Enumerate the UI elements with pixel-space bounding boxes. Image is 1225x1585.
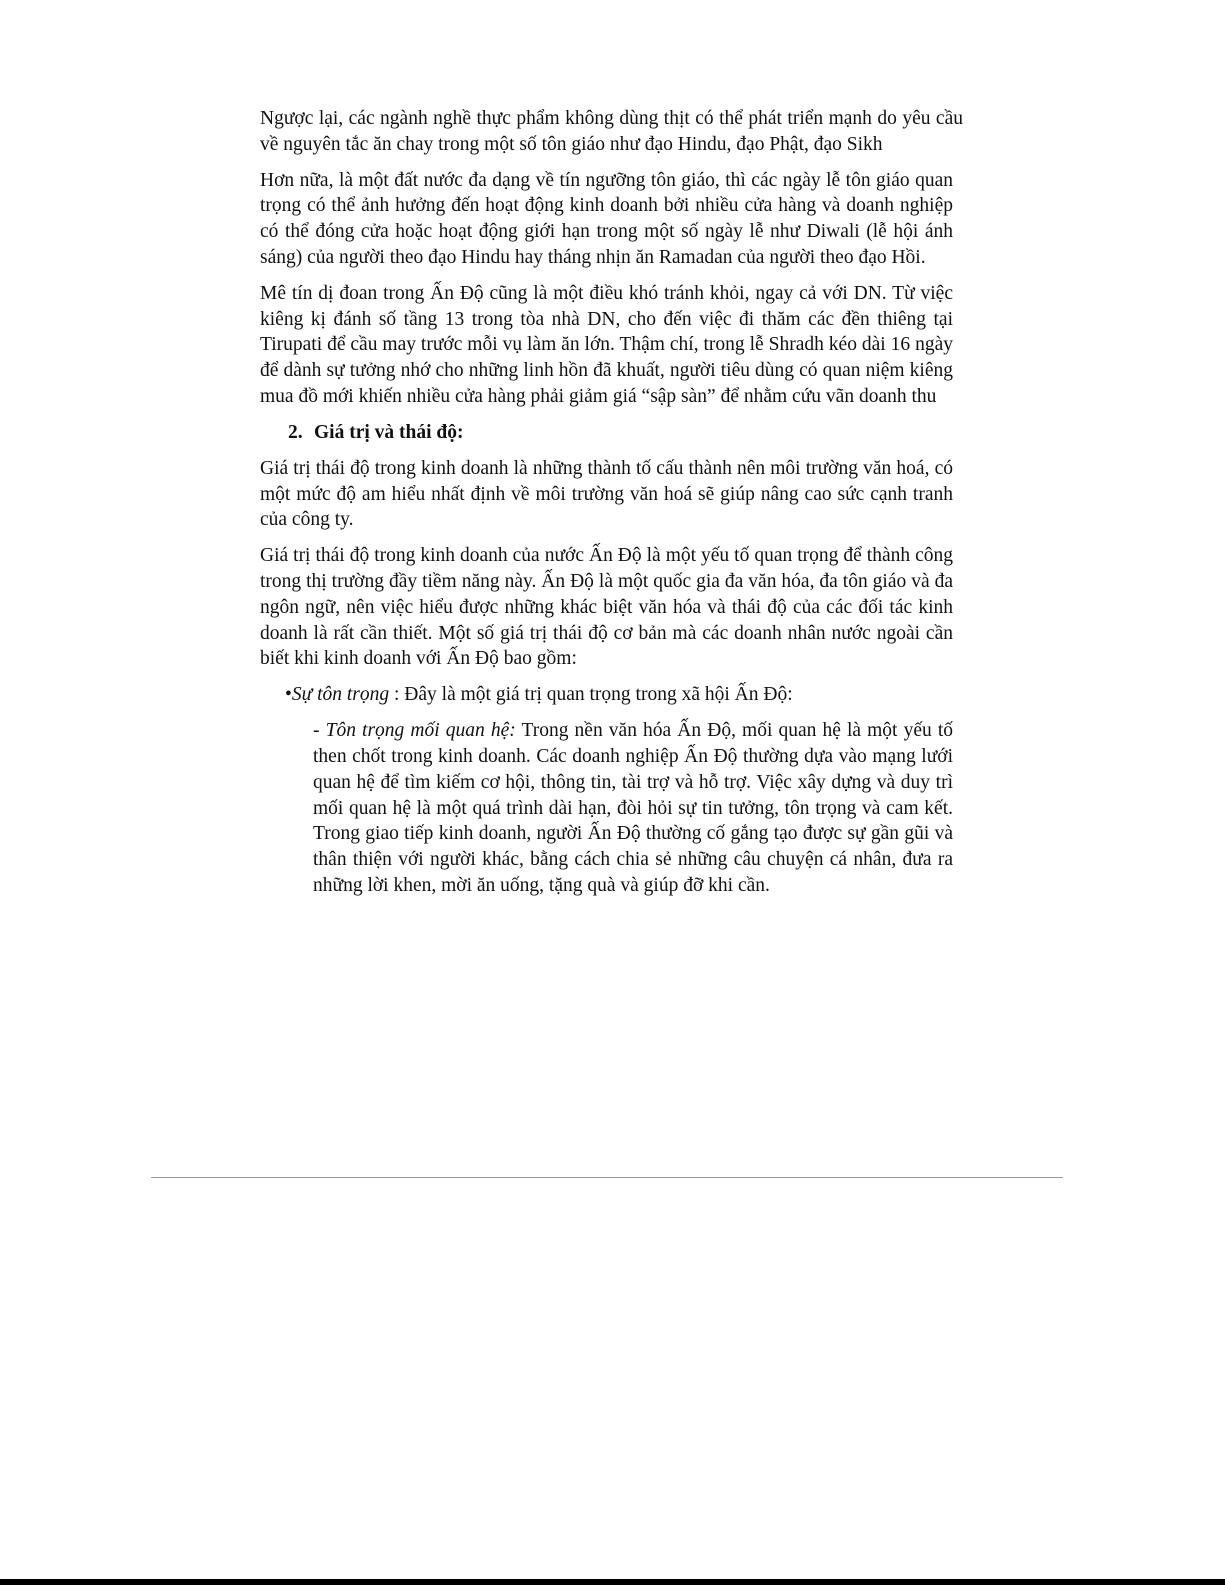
paragraph-values-india: Giá trị thái độ trong kinh doanh của nước Ấn Độ là một yếu tố quan trọng để thành công trong thị trường đầy tiềm năng này. Ấn Độ là một quốc gia đa văn hóa, đa tôn giáo và đa ngôn ngữ, nên việc hiểu được những khác biệt văn hóa và thái độ của các đối tác kinh doanh là rất cần thiết. Một số giá trị thái độ cơ bản mà các doanh nhân nước ngoài cần biết khi kinh doanh với Ấn Độ bao gồm: xyxy=(260,545,953,670)
bullet-marker: • xyxy=(285,684,292,706)
bullet-term: Sự tôn trọng xyxy=(291,684,390,706)
sub-item-prefix: - xyxy=(313,720,326,742)
sub-item-term: Tôn trọng mối quan hệ: xyxy=(325,720,516,742)
section-heading xyxy=(288,420,963,446)
paragraph-vegetarian-industries: Ngược lại, các ngành nghề thực phẩm không dùng thịt có thể phát triển mạnh do yêu cầu về nguyên tắc ăn chay trong một số tôn giáo như đạo Hindu, đạo Phật, đạo Sikh xyxy=(260,108,963,155)
page-content xyxy=(260,106,963,899)
paragraph-superstition: Mê tín dị đoan trong Ấn Độ cũng là một điều khó tránh khỏi, ngay cả với DN. Từ việc kiêng kị đánh số tầng 13 trong tòa nhà DN, cho đến việc đi thăm các đền thiêng tại Tirupati để cầu may trước mỗi vụ làm ăn lớn. Thậm chí, trong lễ Shradh kéo dài 16 ngày để dành sự tưởng nhớ cho những linh hồn đã khuất, người tiêu dùng có quan niệm kiêng mua đồ mới khiến nhiều cửa hàng phải giảm giá “sập sàn” để nhằm cứu vãn doanh thu xyxy=(260,282,953,407)
sub-item-relationship-respect xyxy=(313,718,953,899)
paragraph-religious-holidays: Hơn nữa, là một đất nước đa dạng về tín ngưỡng tôn giáo, thì các ngày lễ tôn giáo quan trọng có thể ảnh hưởng đến hoạt động kinh doanh bởi nhiều cửa hàng và doanh nghiệp có thể đóng cửa hoặc hoạt động giới hạn trong một số ngày lễ như Diwali (lễ hội ánh sáng) của người theo đạo Hindu hay tháng nhịn ăn Ramadan của người theo đạo Hồi. xyxy=(260,169,953,268)
page-bottom-edge xyxy=(0,1579,1225,1585)
section-number: 2. xyxy=(288,421,303,443)
bullet-item-respect xyxy=(285,682,963,708)
section-title: Giá trị và thái độ: xyxy=(314,421,464,443)
sub-item-text: Trong nền văn hóa Ấn Độ, mối quan hệ là một yếu tố then chốt trong kinh doanh. Các doanh nghiệp Ấn Độ thường dựa vào mạng lưới quan hệ để tìm kiếm cơ hội, thông tin, tài trợ và hỗ trợ. Việc xây dựng và duy trì mối quan hệ là một quá trình dài hạn, đòi hỏi sự tin tưởng, tôn trọng và cam kết. Trong giao tiếp kinh doanh, người Ấn Độ thường cố gắng tạo được sự gần gũi và thân thiện với người khác, bằng cách chia sẻ những câu chuyện cá nhân, đưa ra những lời khen, mời ăn uống, tặng quà và giúp đỡ khi cần. xyxy=(313,720,953,896)
bullet-text: : Đây là một giá trị quan trọng trong xã hội Ấn Độ: xyxy=(389,684,793,706)
page-footer-divider xyxy=(151,1177,1063,1178)
paragraph-values-definition: Giá trị thái độ trong kinh doanh là những thành tố cấu thành nên môi trường văn hoá, có một mức độ am hiểu nhất định về môi trường văn hoá sẽ giúp nâng cao sức cạnh tranh của công ty. xyxy=(260,457,953,531)
